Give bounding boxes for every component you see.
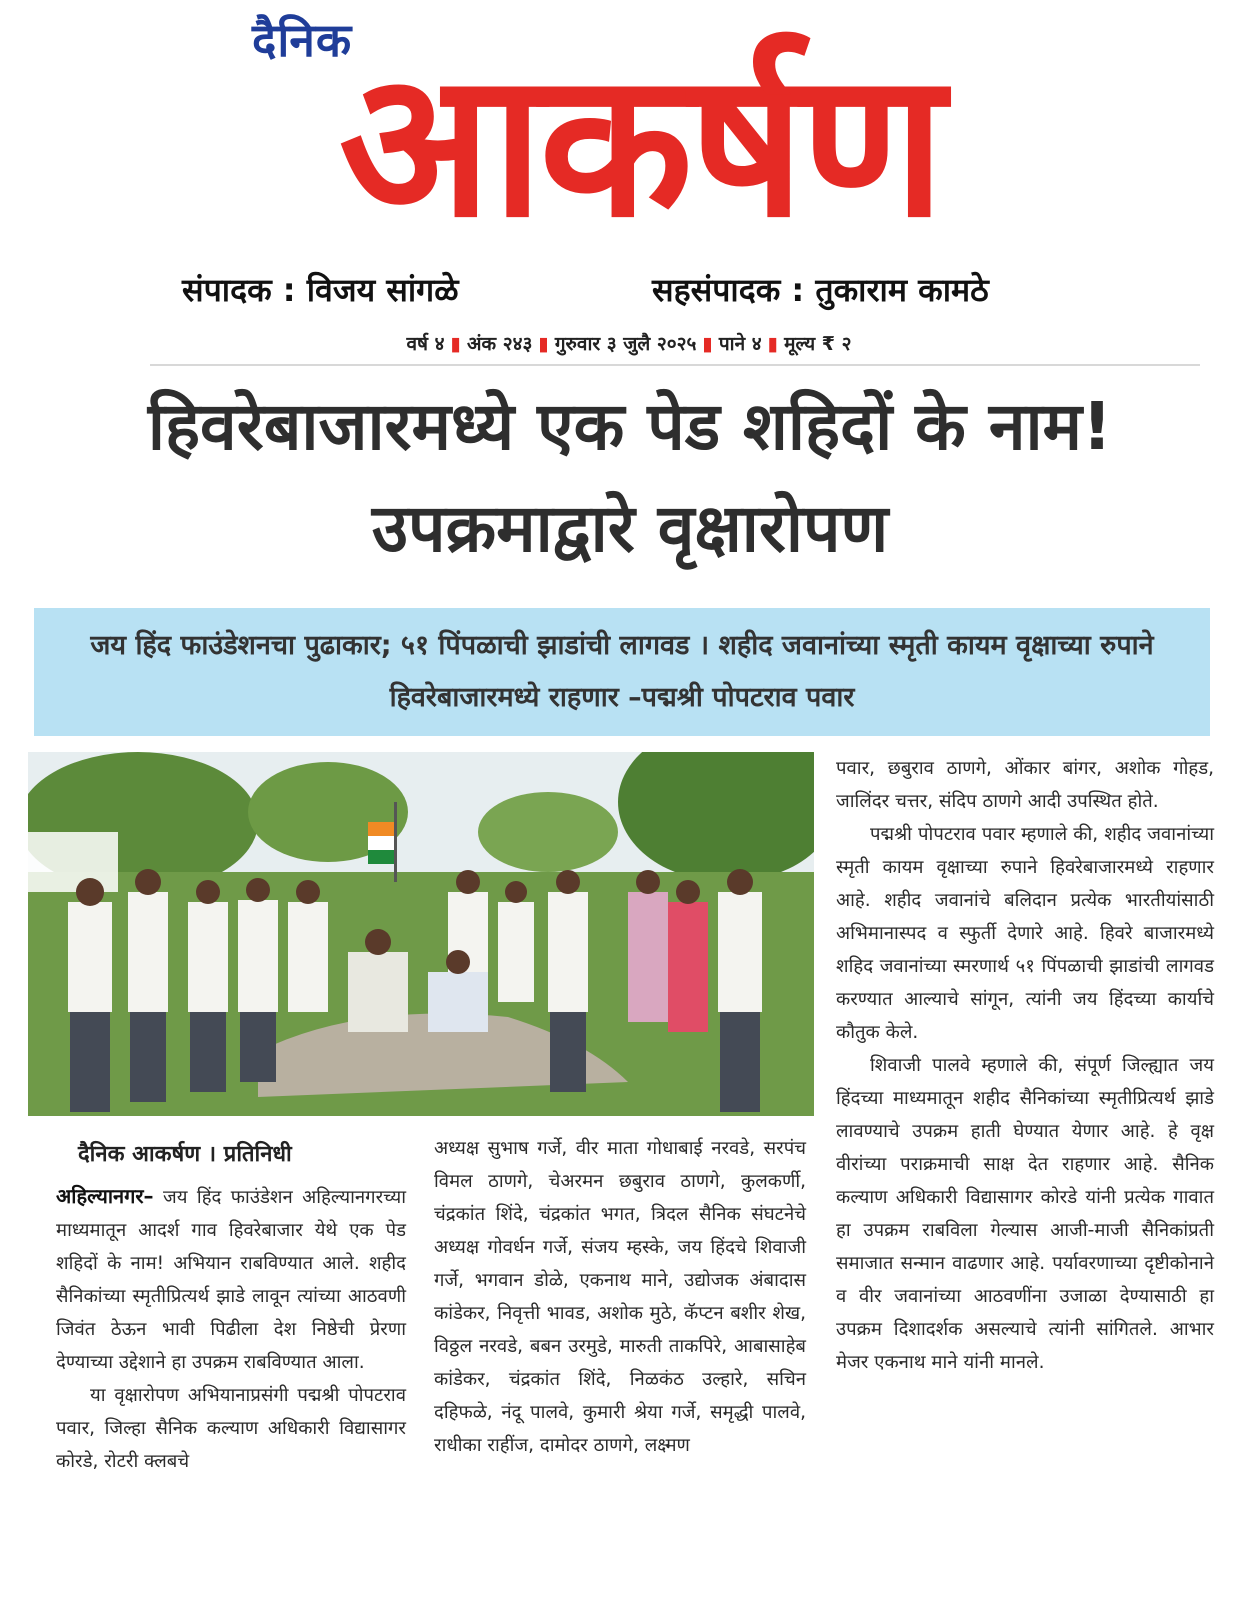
masthead-divider	[150, 364, 1200, 366]
separator-icon: ▮	[450, 333, 461, 355]
article-paragraph: या वृक्षारोपण अभियानाप्रसंगी पद्मश्री पोपटराव पवार, जिल्हा सैनिक कल्याण अधिकारी विद्यासागर कोरडे, रोटरी क्लबचे	[56, 1385, 406, 1472]
separator-icon: ▮	[538, 333, 549, 355]
issue-price: मूल्य ₹ २	[784, 333, 852, 355]
issue-info	[0, 330, 1258, 356]
issue-number: अंक २४३	[467, 333, 533, 355]
masthead-prefix: दैनिक	[252, 13, 353, 67]
article-photo	[28, 752, 814, 1116]
article-paragraph: पद्मश्री पोपटराव पवार म्हणाले की, शहीद जवानांच्या स्मृती कायम वृक्षाच्या रुपाने हिवरेबाजारमध्ये राहणार आहे. शहीद जवानांचे बलिदान प्रत्येक भारतीयांसाठी अभिमानास्पद व स्फुर्ती देणारे आहे. हिवरे बाजारमध्ये शहिद जवानांच्या स्मरणार्थ ५१ पिंपळाची झाडांची लागवड करण्यात आल्याचे सांगून, त्यांनी जय हिंदच्या कार्याचे कौतुक केले.	[836, 824, 1214, 1043]
article-headline: हिवरेबाजारमध्ये एक पेड शहिदों के नाम! उपक्रमाद्वारे वृक्षारोपण	[147, 388, 1113, 567]
article-subheadline: जय हिंद फाउंडेशनचा पुढाकार; ५१ पिंपळाची झाडांची लागवड । शहीद जवानांच्या स्मृती कायम वृक्षाच्या रुपाने हिवरेबाजारमध्ये राहणार –पद्मश्री पोपटराव पवार	[34, 608, 1210, 736]
editor-credit: संपादक : विजय सांगळे	[182, 271, 459, 309]
article-paragraph: अध्यक्ष सुभाष गर्जे, वीर माता गोधाबाई नरवडे, सरपंच विमल ठाणगे, चेअरमन छबुराव ठाणगे, कुलकर्णी, चंद्रकांत शिंदे, चंद्रकांत भगत, त्रिदल सैनिक संघटनेचे अध्यक्ष गोवर्धन गर्जे, संजय म्हस्के, जय हिंदचे शिवाजी गर्जे, भगवान डोळे, एकनाथ माने, उद्योजक अंबादास कांडेकर, निवृत्ती भावड, अशोक मुठे, कॅप्टन बशीर शेख, विठ्ठल नरवडे, बबन उरमुडे, मारुती ताकपिरे, आबासाहेब कांडेकर, चंद्रकांत शिंदे, निळकंठ उल्हारे, सचिन दहिफळे, नंदू पालवे, कुमारी श्रेया गर्जे, समृद्धी पालवे, राधीका राहींज, दामोदर ठाणगे, लक्ष्मण	[434, 1138, 806, 1456]
separator-icon: ▮	[767, 333, 779, 355]
article-column-2	[434, 1132, 806, 1462]
co-editor-credit: सहसंपादक : तुकाराम कामठे	[652, 271, 989, 309]
issue-pages: पाने ४	[718, 333, 762, 355]
issue-date: गुरुवार ३ जुलै २०२५	[554, 333, 697, 355]
article-column-1	[56, 1180, 406, 1478]
article-dateline: अहिल्यानगर–	[56, 1184, 154, 1208]
article-column-3	[836, 752, 1214, 1379]
masthead-title: आकर्षण	[338, 29, 942, 262]
article-paragraph: जय हिंद फाउंडेशन अहिल्यानगरच्या माध्यमातून आदर्श गाव हिवरेबाजार येथे एक पेड शहिदों के नाम! अभियान राबविण्यात आले. शहीद सैनिकांच्या स्मृतीप्रित्यर्थ झाडे लावून त्यांच्या आठवणी जिवंत ठेऊन भावी पिढीला देश निष्ठेची प्रेरणा देण्याच्या उद्देशाने हा उपक्रम राबविण्यात आला.	[56, 1187, 406, 1373]
issue-year: वर्ष ४	[406, 333, 445, 355]
article-paragraph: शिवाजी पालवे म्हणाले की, संपूर्ण जिल्ह्यात जय हिंदच्या माध्यमातून शहीद सैनिकांच्या स्मृतीप्रित्यर्थ झाडे लावण्याचे उपक्रम हाती घेण्यात येणार आहे. हे वृक्ष वीरांच्या पराक्रमाची साक्ष देत राहणार आहे. सैनिक कल्याण अधिकारी विद्यासागर कोरडे यांनी प्रत्येक गावात हा उपक्रम राबविला गेल्यास आजी-माजी सैनिकांप्रती समाजात सन्मान वाढणार आहे. पर्यावरणाच्या दृष्टीकोनाने व वीर जवानांच्या आठवणींना उजाळा देण्यासाठी हा उपक्रम दिशादर्शक असल्याचे त्यांनी सांगितले. आभार मेजर एकनाथ माने यांनी मानले.	[836, 1055, 1214, 1373]
article-byline: दैनिक आकर्षण । प्रतिनिधी	[78, 1142, 292, 1167]
separator-icon: ▮	[702, 333, 713, 355]
article-paragraph: पवार, छबुराव ठाणगे, ओंकार बांगर, अशोक गोहड, जालिंदर चत्तर, संदिप ठाणगे आदी उपस्थित होते.	[836, 758, 1214, 812]
